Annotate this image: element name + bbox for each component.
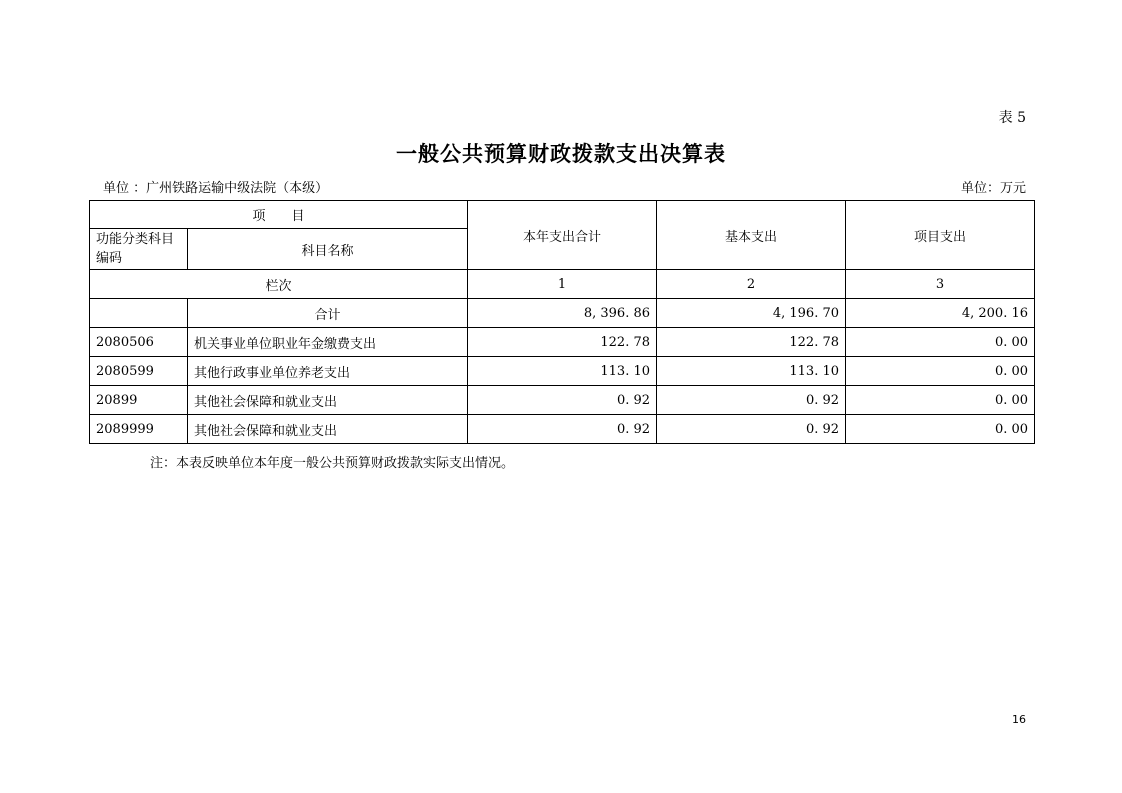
row-basic: 122. 78 xyxy=(657,328,846,357)
column-index-1: 1 xyxy=(468,270,657,299)
document-title: 一般公共预算财政拨款支出决算表 xyxy=(396,141,726,166)
expenditure-table xyxy=(89,200,1035,444)
row-project-exp: 0. 00 xyxy=(846,328,1035,357)
header-basic: 基本支出 xyxy=(657,201,846,270)
row-total: 113. 10 xyxy=(468,357,657,386)
header-project: 项 目 xyxy=(90,201,468,229)
sum-row xyxy=(90,299,1035,328)
row-code: 2089999 xyxy=(90,415,188,444)
row-project-exp: 0. 00 xyxy=(846,386,1035,415)
row-project-exp: 0. 00 xyxy=(846,357,1035,386)
row-total: 0. 92 xyxy=(468,386,657,415)
column-index-label: 栏次 xyxy=(90,270,468,299)
header-subject-name: 科目名称 xyxy=(188,229,468,270)
sum-code-cell xyxy=(90,299,188,328)
header-total: 本年支出合计 xyxy=(468,201,657,270)
column-index-2: 2 xyxy=(657,270,846,299)
row-code: 2080506 xyxy=(90,328,188,357)
row-total: 0. 92 xyxy=(468,415,657,444)
table-row xyxy=(90,357,1035,386)
row-basic: 0. 92 xyxy=(657,415,846,444)
reporting-unit: 单位 ：广州铁路运输中级法院（本级） xyxy=(103,181,329,196)
sum-basic: 4, 196. 70 xyxy=(657,299,846,328)
row-code: 2080599 xyxy=(90,357,188,386)
sum-total: 8, 396. 86 xyxy=(468,299,657,328)
column-index-3: 3 xyxy=(846,270,1035,299)
row-total: 122. 78 xyxy=(468,328,657,357)
sum-label: 合计 xyxy=(188,299,468,328)
table-row xyxy=(90,328,1035,357)
header-func-code: 功能分类科目编码 xyxy=(90,229,188,270)
row-code: 20899 xyxy=(90,386,188,415)
row-basic: 0. 92 xyxy=(657,386,846,415)
row-name: 其他社会保障和就业支出 xyxy=(188,386,468,415)
row-name: 机关事业单位职业年金缴费支出 xyxy=(188,328,468,357)
sum-project-exp: 4, 200. 16 xyxy=(846,299,1035,328)
currency-unit: 单位：万元 xyxy=(960,181,1026,196)
row-name: 其他行政事业单位养老支出 xyxy=(188,357,468,386)
header-project-exp: 项目支出 xyxy=(846,201,1035,270)
row-project-exp: 0. 00 xyxy=(846,415,1035,444)
table-number: 表 5 xyxy=(998,110,1026,126)
table-note: 注：本表反映单位本年度一般公共预算财政拨款实际支出情况。 xyxy=(150,456,515,471)
table-row xyxy=(90,386,1035,415)
table-row xyxy=(90,415,1035,444)
row-name: 其他社会保障和就业支出 xyxy=(188,415,468,444)
page-number: 16 xyxy=(1012,713,1026,726)
row-basic: 113. 10 xyxy=(657,357,846,386)
